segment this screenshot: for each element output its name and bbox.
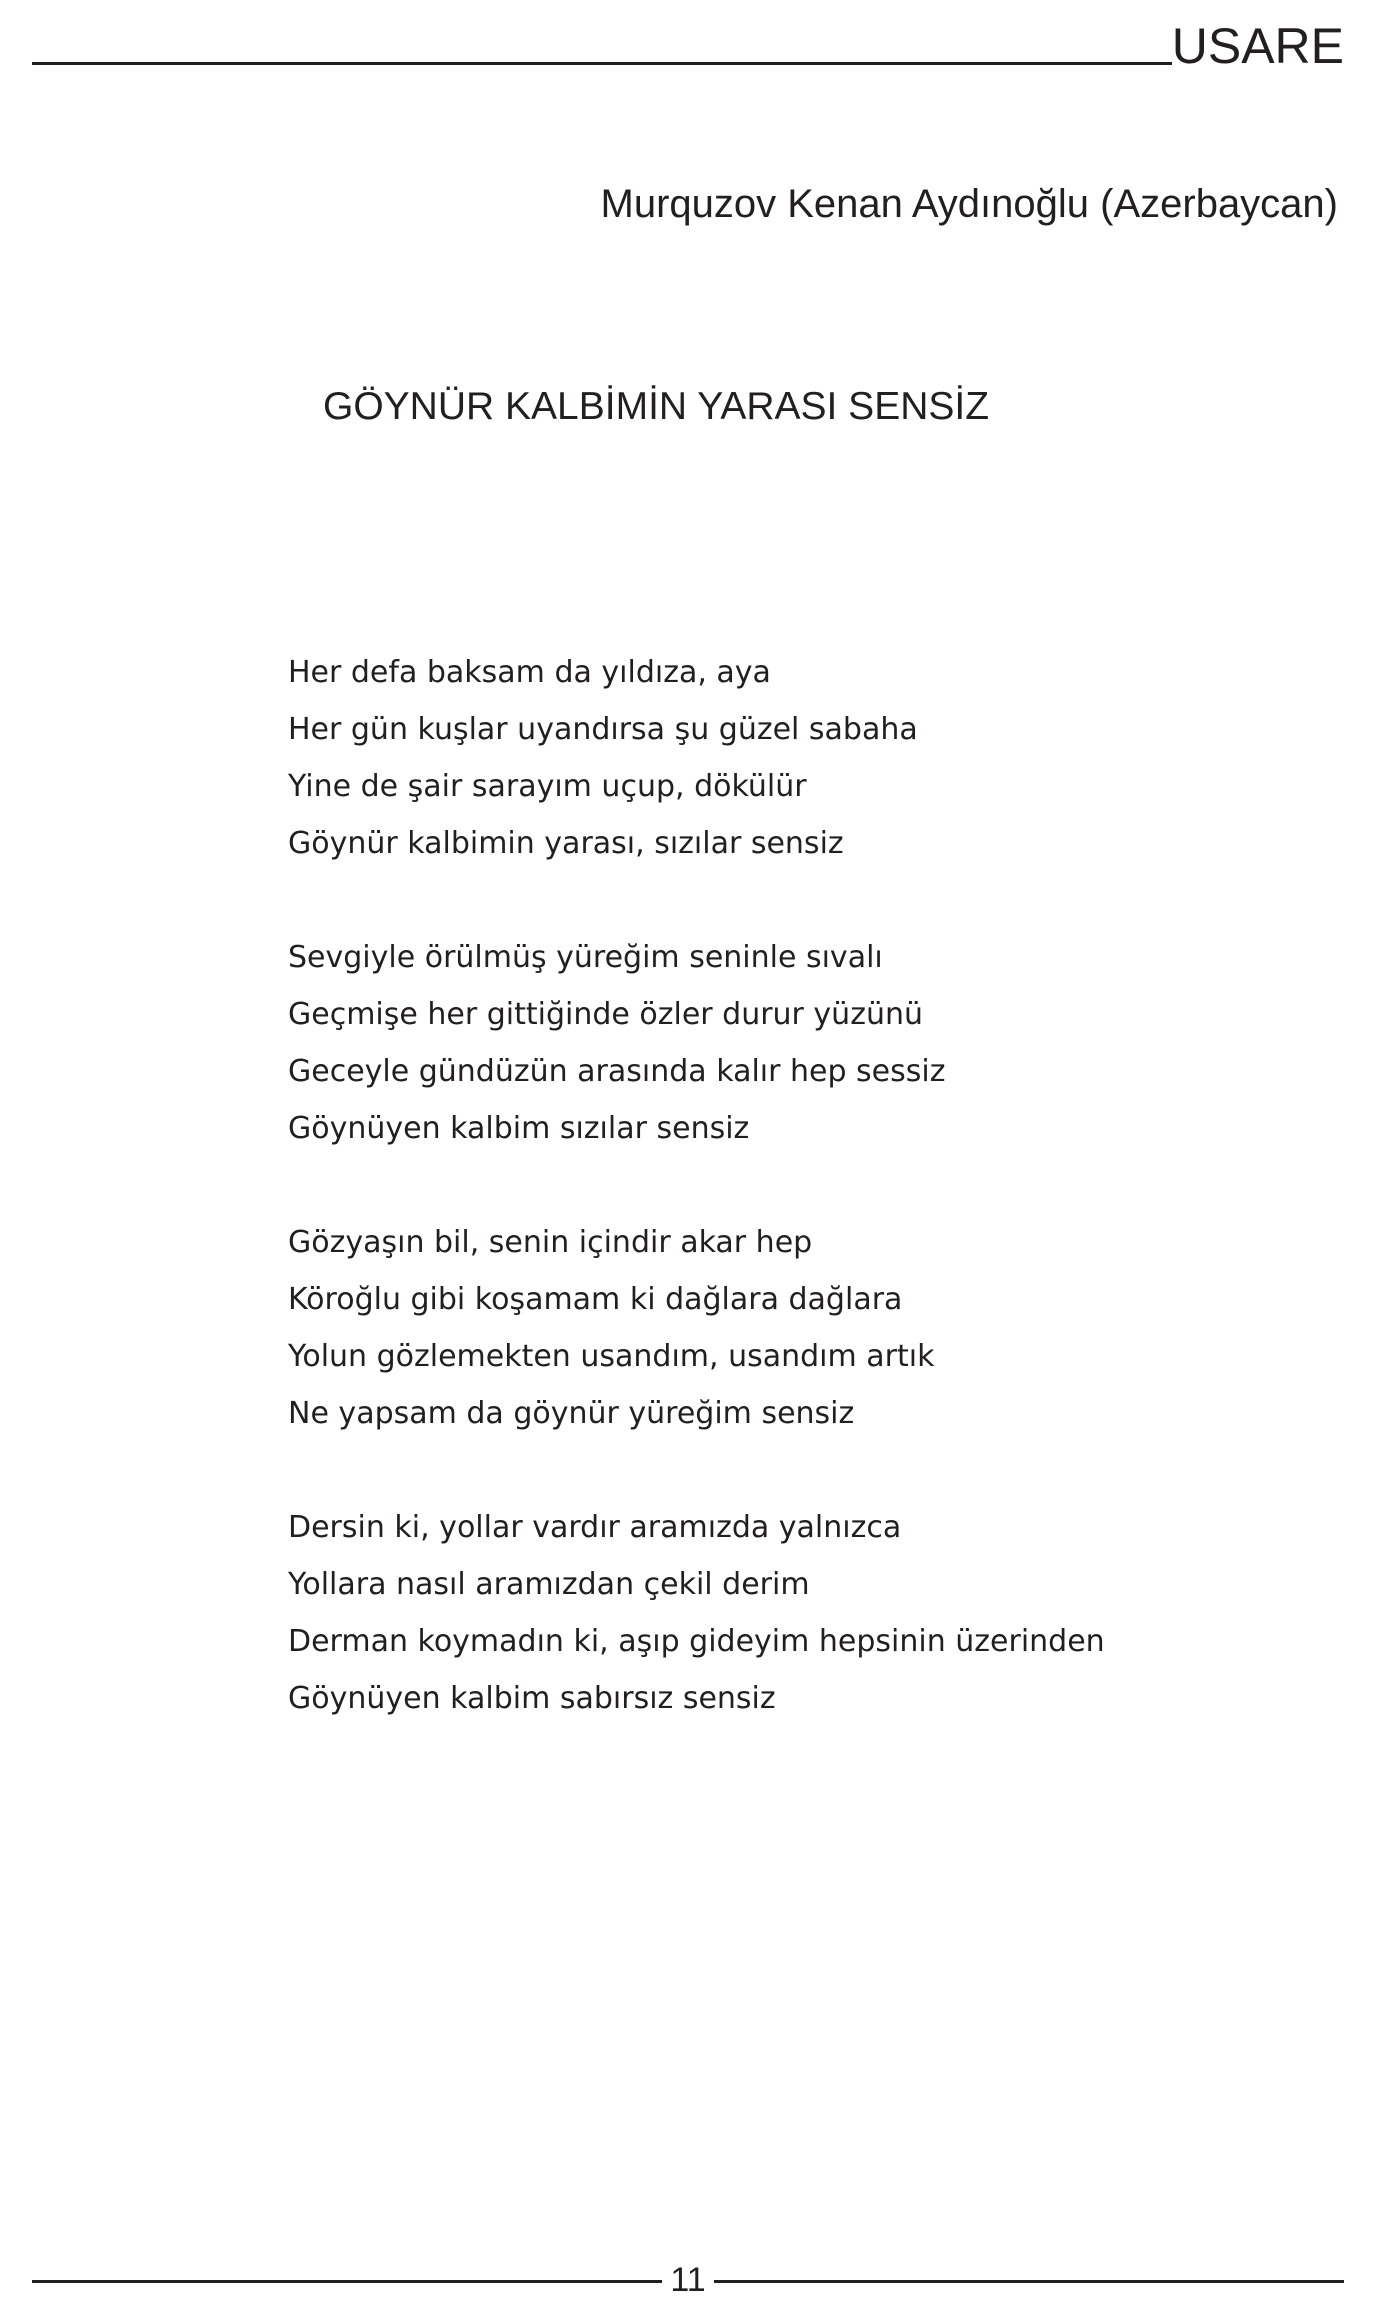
poem-line: Göynüyen kalbim sabırsız sensiz <box>288 1681 776 1716</box>
poem-line: Köroğlu gibi koşamam ki dağlara dağlara <box>288 1282 903 1317</box>
poem-body <box>288 651 1248 1791</box>
stanza <box>288 1506 1248 1734</box>
poem-line: Göynür kalbimin yarası, sızılar sensiz <box>288 826 844 861</box>
stanza <box>288 936 1248 1164</box>
poem-line: Dersin ki, yollar vardır aramızda yalnızca <box>288 1510 902 1545</box>
page-header <box>32 18 1344 78</box>
poem-line: Yollara nasıl aramızdan çekil derim <box>288 1567 810 1602</box>
author-name: Murquzov Kenan Aydınoğlu (Azerbaycan) <box>600 182 1338 226</box>
poem-line: Göynüyen kalbim sızılar sensiz <box>288 1111 750 1146</box>
poem-line: Gözyaşın bil, senin içindir akar hep <box>288 1225 813 1260</box>
page-footer <box>32 2258 1344 2302</box>
footer-rule-right <box>714 2280 1344 2283</box>
stanza <box>288 651 1248 879</box>
page-number: 11 <box>670 2261 706 2299</box>
poem-title: GÖYNÜR KALBİMİN YARASI SENSİZ <box>323 385 990 428</box>
poem-line: Sevgiyle örülmüş yüreğim seninle sıvalı <box>288 940 883 975</box>
poem-line: Yine de şair sarayım uçup, dökülür <box>288 769 807 804</box>
poem-line: Her defa baksam da yıldıza, aya <box>288 655 771 690</box>
poem-line: Ne yapsam da göynür yüreğim sensiz <box>288 1396 855 1431</box>
poem-line: Yolun gözlemekten usandım, usandım artık <box>288 1339 935 1374</box>
poem-line: Geceyle gündüzün arasında kalır hep sessiz <box>288 1054 946 1089</box>
journal-title: USARE <box>1171 18 1344 74</box>
poem-line: Geçmişe her gittiğinde özler durur yüzünü <box>288 997 923 1032</box>
footer-rule-left <box>32 2280 662 2283</box>
poem-line: Derman koymadın ki, aşıp gideyim hepsinin üzerinden <box>288 1624 1105 1659</box>
stanza <box>288 1221 1248 1449</box>
header-rule <box>32 62 1172 65</box>
poem-line: Her gün kuşlar uyandırsa şu güzel sabaha <box>288 712 918 747</box>
